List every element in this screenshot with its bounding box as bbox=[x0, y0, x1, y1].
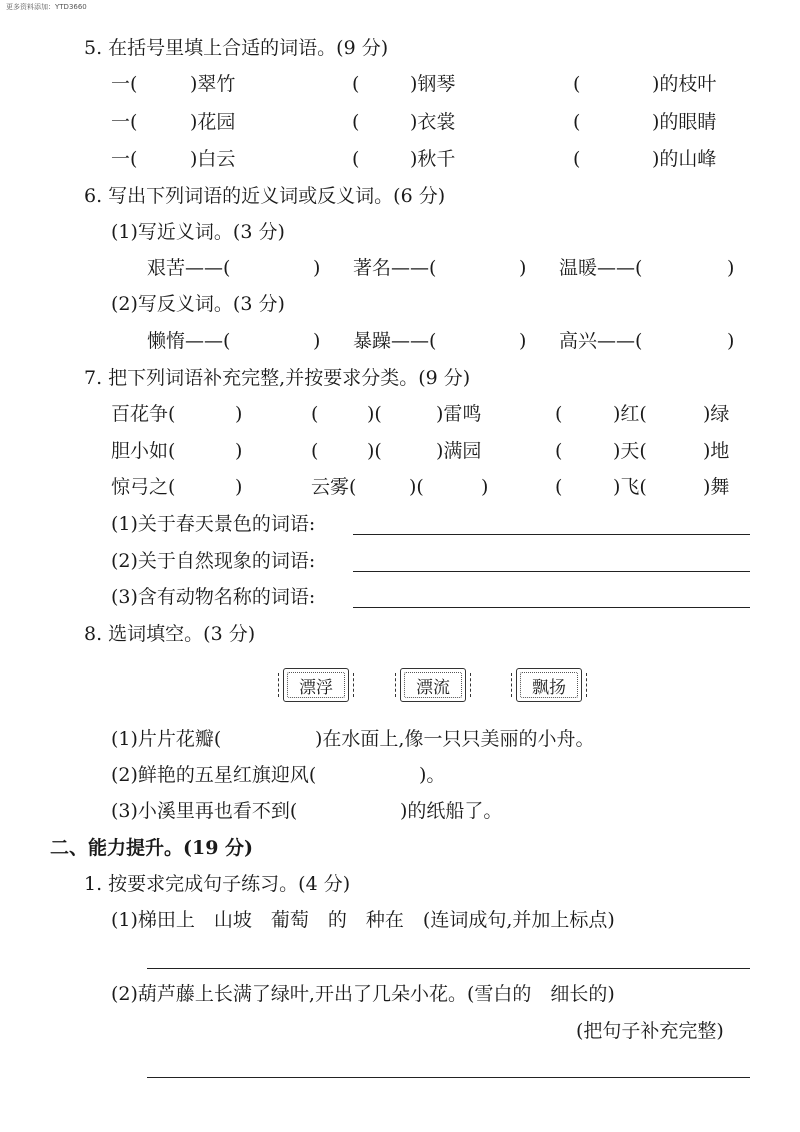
word-box-1-label: 漂浮 bbox=[299, 677, 333, 698]
q7-r2-c4: )( bbox=[367, 440, 382, 462]
q7-category-2-label: (2)关于自然现象的词语: bbox=[111, 550, 316, 572]
header-note: 更多资料添加：YTD3660 bbox=[6, 3, 87, 11]
q7-r1-c3: ( bbox=[311, 403, 319, 425]
q7-r3-c2: ) bbox=[235, 476, 243, 498]
q7-r2-c2: ) bbox=[235, 440, 243, 462]
q7-r2-c5: )满园 bbox=[436, 440, 482, 462]
q5-r3-c6: )的山峰 bbox=[652, 148, 717, 170]
q7-r1-c2: ) bbox=[235, 403, 243, 425]
q7-category-3-label: (3)含有动物名称的词语: bbox=[111, 586, 316, 608]
word-box-3-label: 飘扬 bbox=[532, 677, 566, 698]
q7-r2-c3: ( bbox=[311, 440, 319, 462]
q5-r1-c1: 一( bbox=[111, 73, 138, 95]
ant-1-close: ) bbox=[313, 330, 321, 352]
section-2-title: 二、能力提升。(19 分) bbox=[50, 837, 254, 859]
ant-2-word: 暴躁——( bbox=[353, 330, 437, 352]
q8-s3-a: (3)小溪里再也看不到( bbox=[111, 800, 298, 822]
q7-r3-c5: ) bbox=[481, 476, 489, 498]
q8-s3-b: )的纸船了。 bbox=[400, 800, 503, 822]
q8-s2-b: )。 bbox=[419, 764, 446, 786]
q5-r1-c2: )翠竹 bbox=[190, 73, 236, 95]
word-box-2 bbox=[400, 668, 466, 702]
q5-r3-c1: 一( bbox=[111, 148, 138, 170]
sec2-q1-s2: (2)葫芦藤上长满了绿叶,开出了几朵小花。(雪白的 细长的) bbox=[111, 983, 615, 1005]
q7-r1-c6: ( bbox=[555, 403, 563, 425]
q7-r3-c7: )飞( bbox=[613, 476, 647, 498]
ant-3-close: ) bbox=[727, 330, 735, 352]
word-box-3 bbox=[516, 668, 582, 702]
syn-1-word: 艰苦——( bbox=[147, 257, 231, 279]
q7-r1-c5: )雷鸣 bbox=[436, 403, 482, 425]
q5-r2-c6: )的眼睛 bbox=[652, 111, 717, 133]
q5-r2-c4: )衣裳 bbox=[410, 111, 456, 133]
q7-r3-c3: 云雾( bbox=[311, 476, 357, 498]
q7-r1-c8: )绿 bbox=[703, 403, 730, 425]
q5-r1-c4: )钢琴 bbox=[410, 73, 456, 95]
word-box-1 bbox=[283, 668, 349, 702]
q5-r1-c6: )的枝叶 bbox=[652, 73, 717, 95]
ant-1-word: 懒惰——( bbox=[147, 330, 231, 352]
q6-title: 6. 写出下列词语的近义词或反义词。(6 分) bbox=[84, 185, 446, 207]
q8-title: 8. 选词填空。(3 分) bbox=[84, 623, 256, 645]
sec2-q1-title: 1. 按要求完成句子练习。(4 分) bbox=[84, 873, 351, 895]
q7-r3-c1: 惊弓之( bbox=[111, 476, 176, 498]
q7-r3-c8: )舞 bbox=[703, 476, 730, 498]
syn-2-close: ) bbox=[519, 257, 527, 279]
word-box-2-label: 漂流 bbox=[416, 677, 450, 698]
q7-r1-c4: )( bbox=[367, 403, 382, 425]
q5-r3-c5: ( bbox=[573, 148, 581, 170]
q5-r1-c5: ( bbox=[573, 73, 581, 95]
q5-r3-c3: ( bbox=[352, 148, 360, 170]
q6-sub1: (1)写近义词。(3 分) bbox=[111, 221, 285, 243]
sec2-q1-s1: (1)梯田上 山坡 葡萄 的 种在 (连词成句,并加上标点) bbox=[111, 909, 615, 931]
sec2-q1-s2-answer-line[interactable] bbox=[147, 1077, 750, 1078]
q5-r1-c3: ( bbox=[352, 73, 360, 95]
q7-category-1-label: (1)关于春天景色的词语: bbox=[111, 513, 316, 535]
sec2-q1-s1-answer-line[interactable] bbox=[147, 968, 750, 969]
q7-r1-c1: 百花争( bbox=[111, 403, 176, 425]
syn-1-close: ) bbox=[313, 257, 321, 279]
q8-s1-a: (1)片片花瓣( bbox=[111, 728, 222, 750]
syn-3-close: ) bbox=[727, 257, 735, 279]
q7-category-1-answer-line[interactable] bbox=[353, 534, 750, 535]
q7-r3-c6: ( bbox=[555, 476, 563, 498]
sec2-q1-s2-note: (把句子补充完整) bbox=[576, 1020, 724, 1042]
ant-2-close: ) bbox=[519, 330, 527, 352]
syn-2-word: 著名——( bbox=[353, 257, 437, 279]
q7-title: 7. 把下列词语补充完整,并按要求分类。(9 分) bbox=[84, 367, 471, 389]
q5-r2-c3: ( bbox=[352, 111, 360, 133]
q7-category-2-answer-line[interactable] bbox=[353, 571, 750, 572]
q5-r3-c2: )白云 bbox=[190, 148, 236, 170]
syn-3-word: 温暖——( bbox=[559, 257, 643, 279]
q5-r2-c5: ( bbox=[573, 111, 581, 133]
q8-s2-a: (2)鲜艳的五星红旗迎风( bbox=[111, 764, 317, 786]
q7-category-3-answer-line[interactable] bbox=[353, 607, 750, 608]
q7-r1-c7: )红( bbox=[613, 403, 647, 425]
q8-s1-b: )在水面上,像一只只美丽的小舟。 bbox=[315, 728, 595, 750]
q7-r2-c1: 胆小如( bbox=[111, 440, 176, 462]
q5-r2-c2: )花园 bbox=[190, 111, 236, 133]
q7-r3-c4: )( bbox=[409, 476, 424, 498]
q7-r2-c6: ( bbox=[555, 440, 563, 462]
ant-3-word: 高兴——( bbox=[559, 330, 643, 352]
q5-r2-c1: 一( bbox=[111, 111, 138, 133]
q7-r2-c8: )地 bbox=[703, 440, 730, 462]
q7-r2-c7: )天( bbox=[613, 440, 647, 462]
q5-r3-c4: )秋千 bbox=[410, 148, 456, 170]
q6-sub2: (2)写反义词。(3 分) bbox=[111, 293, 285, 315]
q5-title: 5. 在括号里填上合适的词语。(9 分) bbox=[84, 37, 389, 59]
